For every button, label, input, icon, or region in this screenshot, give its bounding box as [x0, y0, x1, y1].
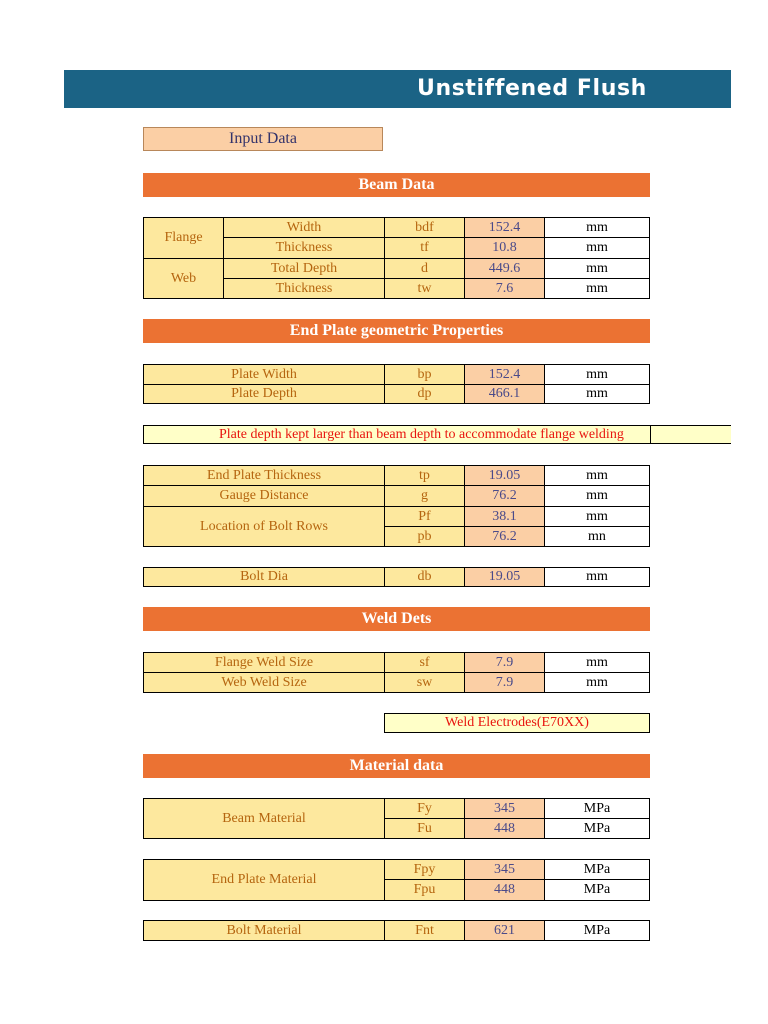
fu-value[interactable]: 448	[464, 818, 545, 839]
gauge-distance-value[interactable]: 76.2	[464, 485, 545, 507]
web-group-label: Web	[143, 258, 224, 299]
plate-depth-unit: mm	[544, 384, 650, 404]
beam-width-value[interactable]: 152.4	[464, 217, 545, 238]
plate-width-label: Plate Width	[143, 364, 385, 385]
web-thickness-unit: mm	[544, 278, 650, 299]
flange-thickness-symbol: tf	[384, 237, 465, 259]
section-weld-dets: Weld Dets	[143, 607, 650, 631]
pb-symbol: pb	[384, 526, 465, 547]
end-plate-thickness-symbol: tp	[384, 465, 465, 486]
fu-symbol: Fu	[384, 818, 465, 839]
flange-group-label: Flange	[143, 217, 224, 259]
total-depth-unit: mm	[544, 258, 650, 279]
pb-unit: mn	[544, 526, 650, 547]
fnt-symbol: Fnt	[384, 920, 465, 941]
fpu-unit: MPa	[544, 879, 650, 901]
input-data-label: Input Data	[143, 127, 383, 151]
fy-symbol: Fy	[384, 798, 465, 819]
web-thickness-value[interactable]: 7.6	[464, 278, 545, 299]
plate-width-symbol: bp	[384, 364, 465, 385]
bolt-material-label: Bolt Material	[143, 920, 385, 941]
plate-width-value[interactable]: 152.4	[464, 364, 545, 385]
fnt-unit: MPa	[544, 920, 650, 941]
fnt-value[interactable]: 621	[464, 920, 545, 941]
plate-width-unit: mm	[544, 364, 650, 385]
fpy-value[interactable]: 345	[464, 859, 545, 880]
end-plate-thickness-value[interactable]: 19.05	[464, 465, 545, 486]
web-weld-size-label: Web Weld Size	[143, 672, 385, 693]
plate-depth-symbol: dp	[384, 384, 465, 404]
bolt-dia-symbol: db	[384, 567, 465, 587]
pf-symbol: Pf	[384, 506, 465, 527]
total-depth-value[interactable]: 449.6	[464, 258, 545, 279]
plate-depth-label: Plate Depth	[143, 384, 385, 404]
pb-value[interactable]: 76.2	[464, 526, 545, 547]
fpu-symbol: Fpu	[384, 879, 465, 901]
flange-weld-size-value[interactable]: 7.9	[464, 652, 545, 673]
end-plate-material-label: End Plate Material	[143, 859, 385, 901]
flange-weld-size-unit: mm	[544, 652, 650, 673]
section-end-plate-geometry: End Plate geometric Properties	[143, 319, 650, 343]
plate-depth-note	[143, 425, 731, 444]
gauge-distance-symbol: g	[384, 485, 465, 507]
plate-depth-note-text: Plate depth kept larger than beam depth to accommodate flange welding	[219, 427, 624, 442]
bolt-dia-label: Bolt Dia	[143, 567, 385, 587]
beam-width-label: Width	[223, 217, 385, 238]
web-weld-size-value[interactable]: 7.9	[464, 672, 545, 693]
bolt-dia-value[interactable]: 19.05	[464, 567, 545, 587]
pf-unit: mm	[544, 506, 650, 527]
web-thickness-label: Thickness	[223, 278, 385, 299]
bolt-dia-unit: mm	[544, 567, 650, 587]
gauge-distance-unit: mm	[544, 485, 650, 507]
total-depth-label: Total Depth	[223, 258, 385, 279]
page-title: Unstiffened Flush	[417, 76, 647, 101]
beam-material-label: Beam Material	[143, 798, 385, 839]
fpy-unit: MPa	[544, 859, 650, 880]
flange-thickness-unit: mm	[544, 237, 650, 259]
fy-value[interactable]: 345	[464, 798, 545, 819]
bolt-rows-location-label: Location of Bolt Rows	[143, 506, 385, 547]
flange-thickness-value[interactable]: 10.8	[464, 237, 545, 259]
end-plate-thickness-label: End Plate Thickness	[143, 465, 385, 486]
web-weld-size-symbol: sw	[384, 672, 465, 693]
title-banner	[64, 70, 731, 108]
beam-width-symbol: bdf	[384, 217, 465, 238]
gauge-distance-label: Gauge Distance	[143, 485, 385, 507]
end-plate-thickness-unit: mm	[544, 465, 650, 486]
web-weld-size-unit: mm	[544, 672, 650, 693]
total-depth-symbol: d	[384, 258, 465, 279]
flange-weld-size-symbol: sf	[384, 652, 465, 673]
section-material-data: Material data	[143, 754, 650, 778]
beam-width-unit: mm	[544, 217, 650, 238]
fy-unit: MPa	[544, 798, 650, 819]
flange-weld-size-label: Flange Weld Size	[143, 652, 385, 673]
plate-depth-value[interactable]: 466.1	[464, 384, 545, 404]
web-thickness-symbol: tw	[384, 278, 465, 299]
fpy-symbol: Fpy	[384, 859, 465, 880]
weld-electrodes-note: Weld Electrodes(E70XX)	[384, 713, 650, 733]
flange-thickness-label: Thickness	[223, 237, 385, 259]
note-column-border	[650, 425, 651, 444]
pf-value[interactable]: 38.1	[464, 506, 545, 527]
fpu-value[interactable]: 448	[464, 879, 545, 901]
section-beam-data: Beam Data	[143, 173, 650, 197]
fu-unit: MPa	[544, 818, 650, 839]
